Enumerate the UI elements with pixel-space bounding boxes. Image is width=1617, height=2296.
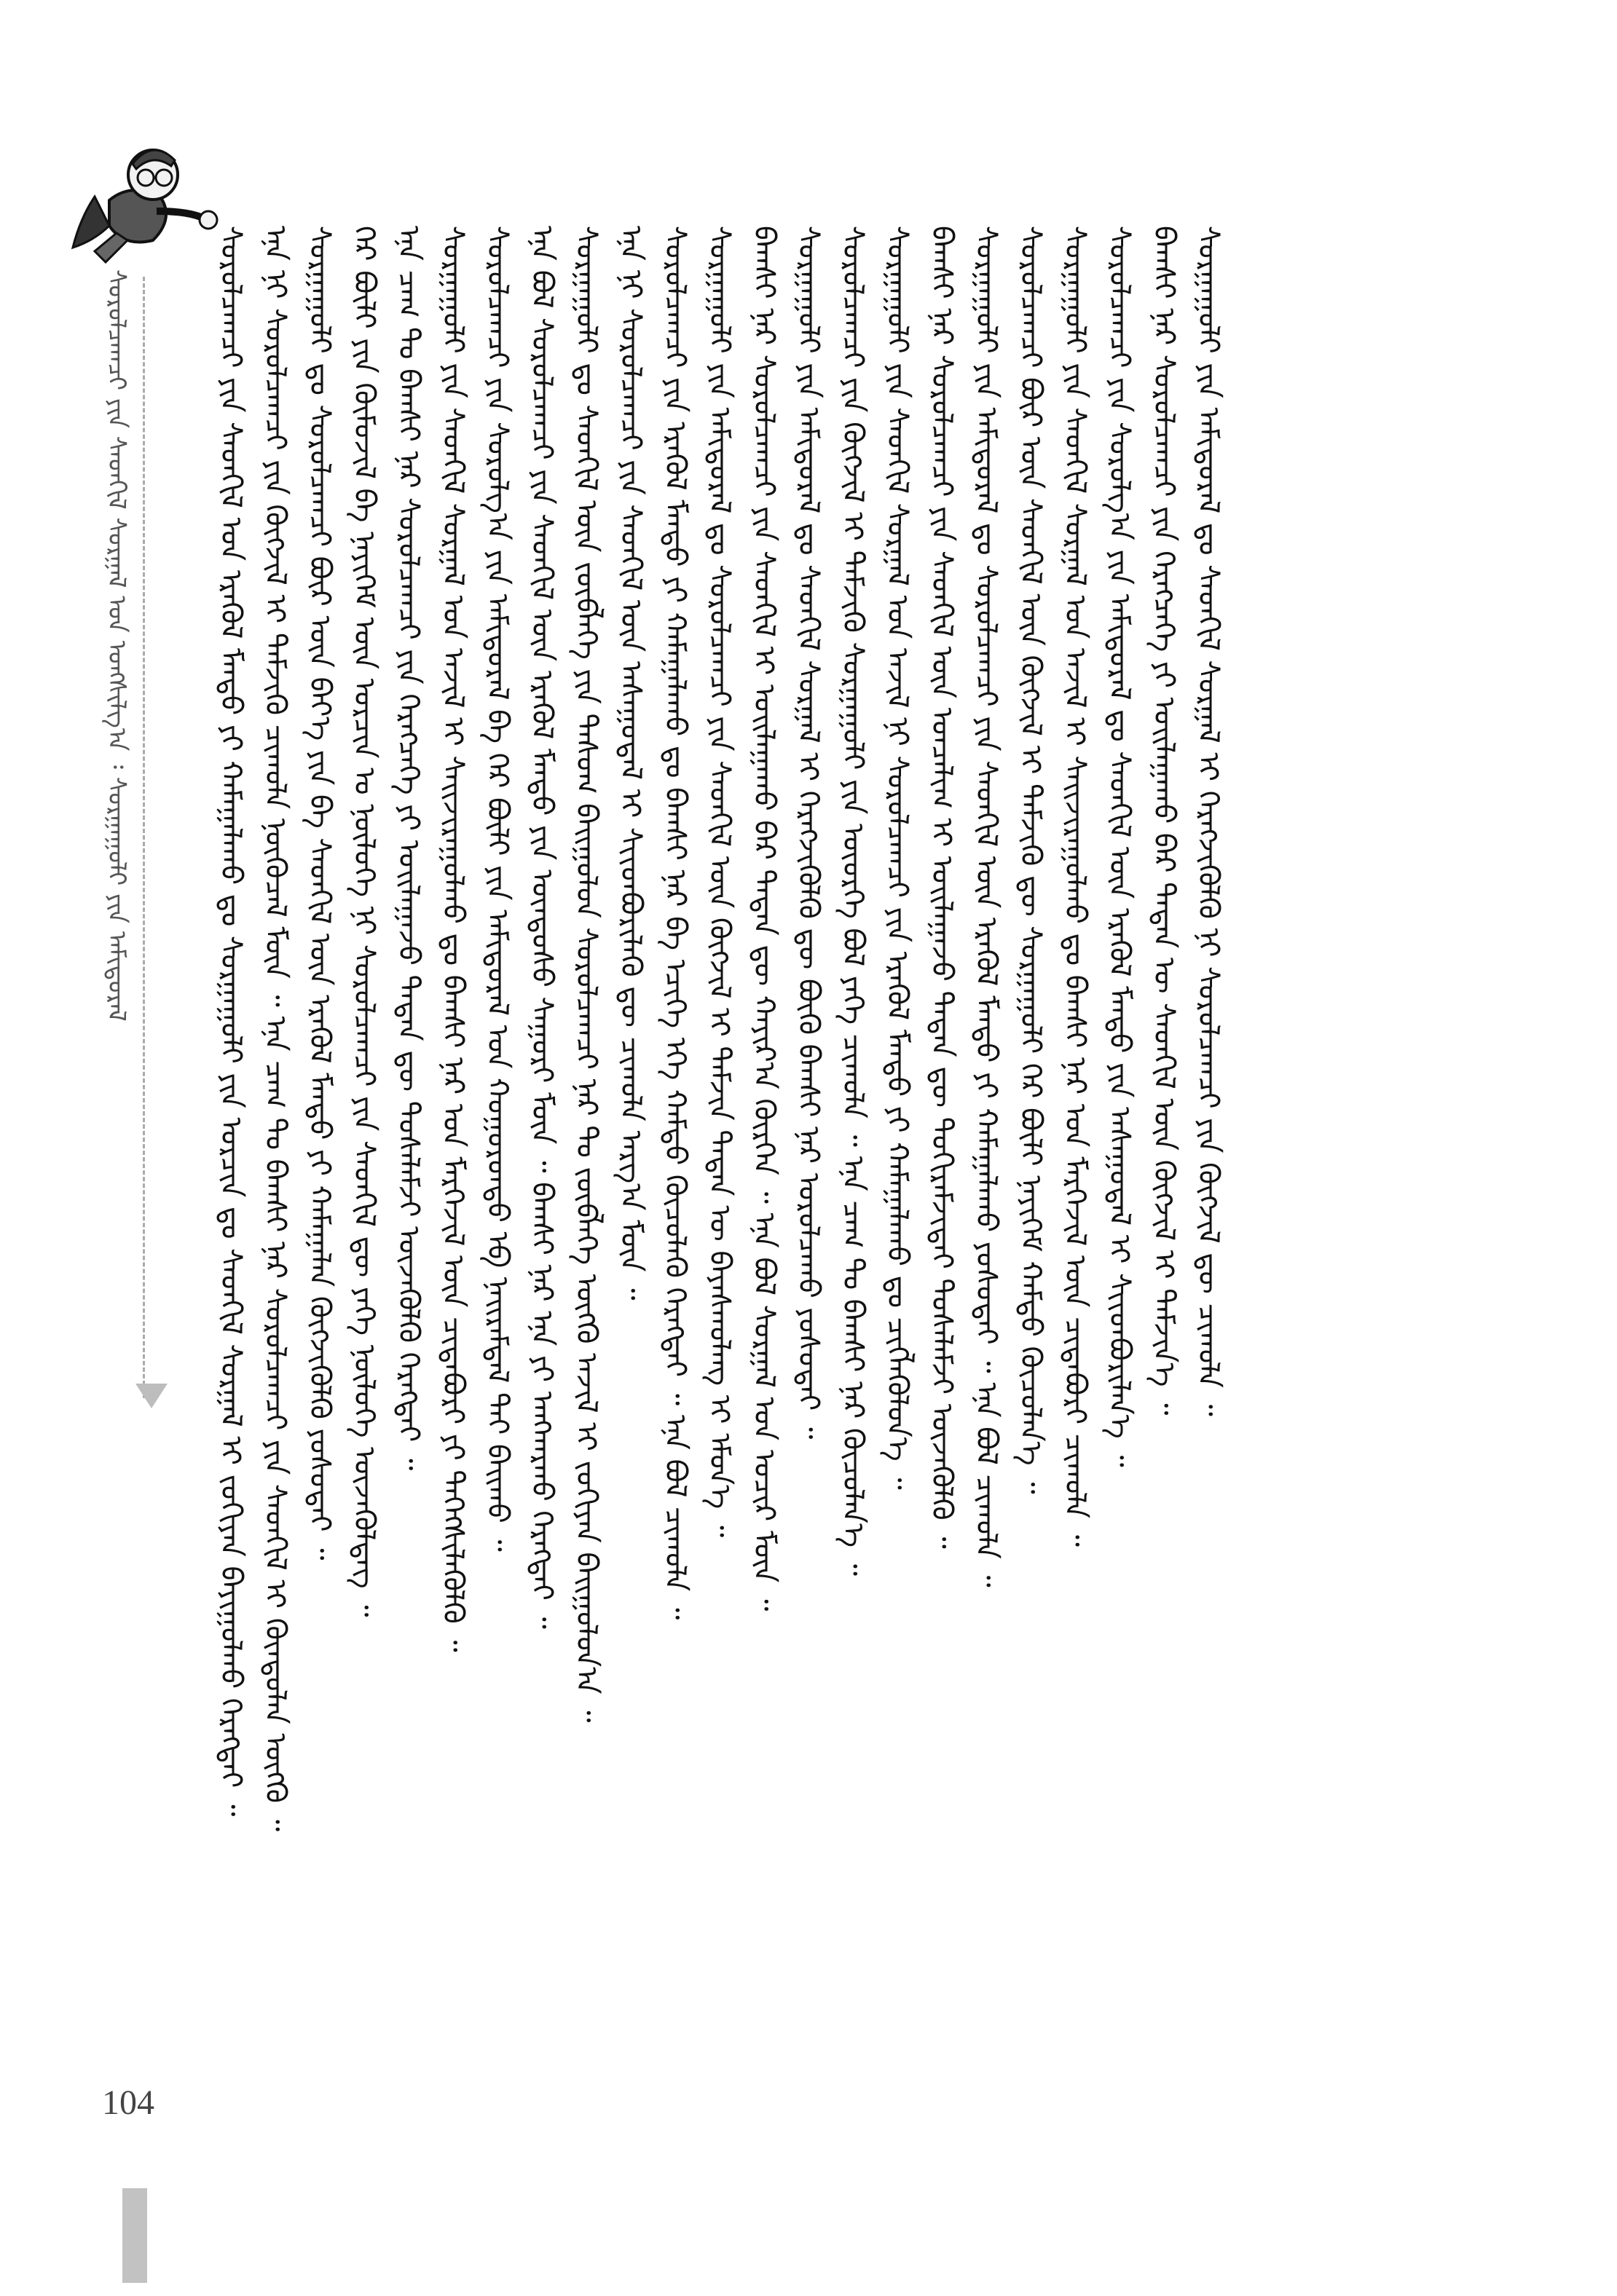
text-column: ᠰᠤᠷᠭᠠᠭᠤᠯᠢ ᠶᠢᠨ ᠠᠮᠢᠳᠤᠷᠠᠯ ᠳᠤ ᠰᠤᠷᠤᠯᠴᠠᠭᠴᠢ ᠶᠢᠨ ᠰᠡᠳᠬᠢᠯ ᠦᠨ ᠡᠷᠡᠭᠦᠯ ᠮᠡᠨᠳᠦ ᠶᠢ ᠬᠠᠮᠠᠭᠠᠯᠠᠬᠤ ᠶᠣᠰᠣᠲᠠᠢ ᠃ ᠡᠨᠡ ᠪᠣᠯ ᠴᠢᠬᠤᠯᠠ ᠃ [969, 226, 1003, 1587]
text-column: ᠰᠤᠷᠤᠯᠴᠠᠭᠴᠢ ᠶᠢᠨ ᠬᠥᠭᠵᠢᠯ ᠢ ᠳᠡᠮᠵᠢᠬᠦ ᠰᠤᠷᠭᠠᠭᠤᠯᠢ ᠶᠢᠨ ᠦᠦᠷᠭᠡ ᠪᠣᠯ ᠶᠡᠬᠡ ᠴᠢᠬᠤᠯᠠ ᠃ ᠡᠨᠡ ᠴᠠᠭ ᠲᠤ ᠪᠠᠭᠰᠢ ᠨᠠᠷ ᠬᠦᠴᠦᠯᠡᠨ᠎ᠡ ᠃ [836, 226, 870, 1577]
page-edge-bar [122, 2188, 147, 2283]
text-column: ᠡᠨᠡ ᠴᠠᠭ ᠲᠤ ᠪᠠᠭᠰᠢ ᠨᠠᠷ ᠰᠤᠷᠤᠯᠴᠠᠭᠴᠢ ᠶᠢᠨ ᠬᠡᠷᠡᠭᠴᠡᠭᠡ ᠶᠢ ᠣᠢᠯᠠᠭᠠᠵᠤ ᠲᠡᠳᠡᠨ ᠳᠦ ᠲᠤᠰᠠᠯᠠᠮᠵᠢ ᠦᠵᠡᠭᠦᠯᠬᠦ ᠬᠡᠷᠡᠭᠲᠡᠢ ᠃ [392, 226, 425, 1471]
page-number: 104 [102, 2083, 154, 2122]
text-column: ᠰᠤᠷᠭᠠᠭᠤᠯᠢ ᠶᠢᠨ ᠰᠡᠳᠬᠢᠯ ᠰᠤᠷᠭᠠᠯ ᠤᠨ ᠠᠵᠢᠯ ᠢ ᠰᠠᠢᠵᠢᠷᠠᠭᠤᠯᠬᠤ ᠳᠤ ᠪᠠᠭᠰᠢ ᠨᠠᠷ ᠤᠨ ᠮᠡᠷᠭᠡᠵᠢᠯ ᠦᠨ ᠴᠢᠳᠠᠪᠤᠷᠢ ᠶᠢ ᠳᠡᠭᠡᠭᠰᠢᠯᠡᠭᠦᠯᠬᠦ ᠃ [436, 226, 470, 1652]
text-column: ᠰᠤᠷᠤᠯᠴᠠᠭᠴᠢ ᠶᠢᠨ ᠰᠤᠷᠤᠯᠭ᠎ᠠ ᠶᠢᠨ ᠠᠮᠢᠳᠤᠷᠠᠯ ᠪᠠ ᠭᠡᠷ ᠪᠦᠯᠢ ᠶᠢᠨ ᠠᠮᠢᠳᠤᠷᠠᠯ ᠤᠨ ᠬᠣᠭᠣᠷᠤᠨᠳᠤ ᠡᠪ ᠨᠠᠢᠷᠠᠮᠳᠠᠯ ᠲᠠᠢ ᠪᠠᠢᠬᠤ ᠃ [481, 226, 514, 1552]
text-column: ᠰᠤᠷᠤᠯᠴᠠᠭᠴᠢ ᠶᠢᠨ ᠡᠷᠡᠭᠦᠯ ᠮᠡᠨᠳᠦ ᠶᠢ ᠬᠠᠮᠠᠭᠠᠯᠠᠬᠤ ᠳᠤ ᠪᠠᠭᠰᠢ ᠨᠠᠷ ᠪᠠ ᠡᠴᠢᠭᠡ ᠡᠬᠡ ᠬᠠᠮᠲᠤ ᠬᠦᠴᠦᠯᠡᠬᠦ ᠬᠡᠷᠡᠭᠲᠡᠢ ᠃ ᠡᠨᠡ ᠪᠣᠯ ᠴᠢᠬᠤᠯᠠ ᠃ [658, 226, 692, 1620]
text-column: ᠪᠠᠭᠰᠢ ᠨᠠᠷ ᠰᠤᠷᠤᠯᠴᠠᠭᠴᠢ ᠶᠢᠨ ᠰᠡᠳᠬᠢᠯ ᠢ ᠣᠢᠯᠠᠭᠠᠬᠤ ᠪᠠᠷ ᠲᠡᠳᠡᠨ ᠳᠦ ᠬᠠᠶᠢᠷ᠎ᠠ ᠬᠦᠷᠭᠡᠨ ᠃ ᠡᠨᠡ ᠪᠣᠯ ᠰᠤᠷᠭᠠᠯ ᠤᠨ ᠤᠴᠢᠷ ᠮᠥᠨ ᠃ [747, 226, 781, 1611]
body-text-block [214, 226, 1333, 2046]
text-column: ᠰᠤᠷᠭᠠᠭᠤᠯᠢ ᠶᠢᠨ ᠠᠮᠢᠳᠤᠷᠠᠯ ᠳᠤ ᠰᠡᠳᠬᠢᠯ ᠰᠤᠷᠭᠠᠯ ᠢ ᠬᠡᠷᠡᠭᠵᠢᠭᠦᠯᠬᠦ ᠨᠢ ᠰᠤᠷᠤᠯᠴᠠᠭᠴᠢ ᠶᠢᠨ ᠬᠥᠭᠵᠢᠯ ᠳᠦ ᠴᠢᠬᠤᠯᠠ ᠃ [1192, 226, 1225, 1416]
text-column: ᠰᠤᠷᠤᠯᠴᠠᠭᠴᠢ ᠶᠢᠨ ᠰᠡᠳᠬᠢᠯ ᠤᠨ ᠡᠷᠡᠭᠦᠯ ᠮᠡᠨᠳᠦ ᠶᠢ ᠬᠠᠮᠠᠭᠠᠯᠠᠬᠤ ᠳᠤ ᠰᠤᠷᠭᠠᠭᠤᠯᠢ ᠶᠢᠨ ᠤᠷᠴᠢᠨ ᠳᠤ ᠰᠡᠳᠬᠢᠯ ᠰᠤᠷᠭᠠᠯ ᠢ ᠵᠣᠬᠢᠶᠠᠨ ᠪᠠᠶᠢᠭᠤᠯᠬᠤ ᠬᠡᠷᠡᠭᠲᠡᠢ ᠃ [214, 226, 248, 1817]
text-column: ᠰᠤᠷᠤᠯᠴᠠᠭᠴᠢ ᠶᠢᠨ ᠰᠤᠷᠤᠯᠭ᠎ᠠ ᠶᠢᠨ ᠠᠮᠢᠳᠤᠷᠠᠯ ᠳᠤ ᠰᠡᠳᠬᠢᠯ ᠦᠨ ᠡᠷᠡᠭᠦᠯ ᠮᠡᠨᠳᠦ ᠶᠢᠨ ᠠᠰᠠᠭᠤᠳᠠᠯ ᠢ ᠰᠢᠢᠳᠪᠦᠷᠢᠯᠡᠨ᠎ᠡ ᠃ [1103, 226, 1136, 1467]
text-column: ᠰᠤᠷᠭᠠᠭᠤᠯᠢ ᠶᠢᠨ ᠠᠮᠢᠳᠤᠷᠠᠯ ᠳᠤ ᠰᠡᠳᠬᠢᠯ ᠰᠤᠷᠭᠠᠯ ᠢ ᠬᠡᠷᠡᠭᠵᠢᠭᠦᠯᠬᠦ ᠳᠦ ᠪᠦᠬᠦ ᠪᠠᠭᠰᠢ ᠨᠠᠷ ᠣᠷᠣᠯᠴᠠᠬᠤ ᠶᠣᠰᠣᠲᠠᠢ ᠃ [792, 226, 825, 1440]
triangle-marker-icon [135, 1384, 168, 1408]
header-dashed-rule [143, 277, 145, 1398]
text-column: ᠰᠤᠷᠭᠠᠭᠤᠯᠢ ᠶᠢᠨ ᠰᠡᠳᠬᠢᠯ ᠰᠤᠷᠭᠠᠯ ᠤᠨ ᠠᠵᠢᠯ ᠨᠢ ᠰᠤᠷᠤᠯᠴᠠᠭᠴᠢ ᠶᠢᠨ ᠡᠷᠡᠭᠦᠯ ᠮᠡᠨᠳᠦ ᠶᠢ ᠬᠠᠮᠠᠭᠠᠯᠠᠬᠤ ᠳᠤ ᠴᠢᠭᠯᠡᠭᠦᠯᠦᠨ᠎ᠡ ᠃ [881, 226, 914, 1490]
text-column: ᠪᠠᠭᠰᠢ ᠨᠠᠷ ᠰᠤᠷᠤᠯᠴᠠᠭᠴᠢ ᠶᠢᠨ ᠰᠡᠳᠬᠢᠯ ᠦᠨ ᠣᠨᠴᠠᠯᠢᠭ ᠢ ᠣᠢᠯᠠᠭᠠᠵᠤ ᠲᠡᠳᠡᠨ ᠳᠦ ᠲᠣᠬᠢᠷᠠᠮᠵᠢᠲᠠᠢ ᠲᠤᠰᠠᠯᠠᠮᠵᠢ ᠦᠵᠡᠭᠦᠯᠬᠦ ᠃ [925, 226, 959, 1549]
text-column: ᠡᠨᠡ ᠪᠣᠯ ᠰᠤᠷᠤᠯᠴᠠᠭᠴᠢ ᠶᠢᠨ ᠰᠡᠳᠬᠢᠯ ᠦᠨ ᠡᠷᠡᠭᠦᠯ ᠮᠡᠨᠳᠦ ᠶᠢᠨ ᠦᠨᠳᠦᠰᠦ ᠰᠠᠭᠤᠷᠢ ᠮᠥᠨ ᠃ ᠪᠠᠭᠰᠢ ᠨᠠᠷ ᠡᠨᠡ ᠶᠢ ᠠᠩᠬᠠᠷᠬᠤ ᠬᠡᠷᠡᠭᠲᠡᠢ ᠃ [525, 226, 559, 1629]
text-column: ᠰᠤᠷᠭᠠᠭᠤᠯᠢ ᠳᠤ ᠰᠡᠳᠬᠢᠯ ᠦᠨ ᠵᠥᠪᠯᠡᠭᠡ ᠶᠢᠨ ᠲᠠᠰᠤᠭ ᠪᠠᠢᠭᠤᠯᠤᠨ ᠰᠤᠷᠤᠯᠴᠠᠭᠴᠢ ᠨᠠᠷ ᠲᠤ ᠵᠥᠪᠯᠡᠭᠡ ᠥᠭᠬᠦ ᠠᠵᠢᠯ ᠢ ᠵᠣᠬᠢᠶᠠᠨ ᠪᠠᠢᠭᠤᠯᠤᠨ᠎ᠠ ᠃ [570, 226, 603, 1723]
text-column: ᠰᠤᠷᠭᠠᠭᠤᠯᠢ ᠶᠢᠨ ᠠᠮᠢᠳᠤᠷᠠᠯ ᠳᠤ ᠰᠤᠷᠤᠯᠴᠠᠭᠴᠢ ᠶᠢᠨ ᠰᠡᠳᠬᠢᠯ ᠦᠨ ᠬᠥᠭᠵᠢᠯ ᠢ ᠳᠡᠮᠵᠢᠨ ᠲᠡᠳᠡᠨ ᠦ ᠪᠠᠶᠠᠰᠬᠤᠯᠠᠩ ᠢ ᠡᠮᠦᠨ᠎ᠡ ᠃ [703, 226, 736, 1538]
text-column: ᠭᠡᠷ ᠪᠦᠯᠢ ᠶᠢᠨ ᠬᠦᠮᠦᠵᠢᠯ ᠪᠠ ᠨᠡᠶᠢᠭᠡᠮ ᠦᠨ ᠣᠷᠴᠢᠨ ᠤ ᠨᠥᠯᠥᠭᠡ ᠨᠢ ᠰᠤᠷᠤᠯᠴᠠᠭᠴᠢ ᠶᠢᠨ ᠰᠡᠳᠬᠢᠯ ᠳᠦ ᠶᠡᠬᠡ ᠨᠥᠯᠥᠭᠡ ᠦᠵᠡᠭᠦᠯᠳᠡᠭ ᠃ [347, 226, 381, 1617]
text-column: ᠡᠨᠡ ᠨᠢ ᠰᠤᠷᠤᠯᠴᠠᠭᠴᠢ ᠶᠢᠨ ᠰᠡᠳᠬᠢᠯ ᠦᠨ ᠠᠰᠠᠭᠤᠳᠠᠯ ᠢ ᠰᠢᠢᠳᠪᠦᠷᠢᠯᠡᠬᠦ ᠳᠦ ᠴᠢᠬᠤᠯᠠ ᠠᠷᠭ᠎ᠠ ᠮᠥᠨ ᠃ [614, 226, 648, 1301]
text-column: ᠰᠤᠷᠭᠠᠭᠤᠯᠢ ᠶᠢᠨ ᠰᠡᠳᠬᠢᠯ ᠰᠤᠷᠭᠠᠯ ᠤᠨ ᠠᠵᠢᠯ ᠢ ᠰᠠᠢᠵᠢᠷᠠᠭᠤᠯᠬᠤ ᠳᠤ ᠪᠠᠭᠰᠢ ᠨᠠᠷ ᠤᠨ ᠮᠡᠷᠭᠡᠵᠢᠯ ᠦᠨ ᠴᠢᠳᠠᠪᠤᠷᠢ ᠴᠢᠬᠤᠯᠠ ᠃ [1058, 226, 1092, 1547]
cartoon-mascot-illustration [66, 131, 226, 277]
text-column: ᠪᠠᠭᠰᠢ ᠨᠠᠷ ᠰᠤᠷᠤᠯᠴᠠᠭᠴᠢ ᠶᠢᠨ ᠬᠡᠷᠡᠭᠴᠡᠭᠡ ᠶᠢ ᠣᠢᠯᠠᠭᠠᠬᠤ ᠪᠠᠷ ᠲᠡᠳᠡᠨ ᠦ ᠰᠡᠳᠬᠢᠯ ᠦᠨ ᠬᠥᠭᠵᠢᠯ ᠢ ᠳᠡᠮᠵᠢᠨ᠎ᠡ ᠃ [1147, 226, 1181, 1416]
running-header: ᠰᠤᠷᠤᠯᠴᠠᠭᠴᠢ ᠶᠢᠨ ᠰᠡᠳᠬᠢᠯ ᠰᠤᠷᠭᠠᠯ ᠤᠨ ᠤᠩᠰᠢᠯᠭ᠎ᠠ ᠄ ᠰᠤᠷᠭᠠᠭᠤᠯᠢ ᠶᠢᠨ ᠠᠮᠢᠳᠤᠷᠠᠯ [102, 269, 131, 1022]
text-column: ᠰᠤᠷᠤᠯᠴᠠᠭᠴᠢ ᠪᠦᠷ ᠦᠨ ᠰᠡᠳᠬᠢᠯ ᠦᠨ ᠬᠥᠭᠵᠢᠯ ᠢ ᠳᠡᠮᠵᠢᠬᠦ ᠳᠦ ᠰᠤᠷᠭᠠᠭᠤᠯᠢ ᠭᠡᠷ ᠪᠦᠯᠢ ᠨᠡᠶᠢᠭᠡᠮ ᠬᠠᠮᠲᠤ ᠬᠦᠴᠦᠯᠡᠨ᠎ᠡ ᠃ [1014, 226, 1047, 1494]
text-column: ᠡᠨᠡ ᠨᠢ ᠰᠤᠷᠤᠯᠴᠠᠭᠴᠢ ᠶᠢᠨ ᠬᠥᠭᠵᠢᠯ ᠢ ᠳᠡᠮᠵᠢᠬᠦ ᠴᠢᠬᠤᠯᠠ ᠨᠥᠬᠦᠴᠡᠯ ᠮᠥᠨ ᠃ ᠡᠨᠡ ᠴᠠᠭ ᠲᠤ ᠪᠠᠭᠰᠢ ᠨᠠᠷ ᠰᠤᠷᠤᠯᠴᠠᠭᠴᠢ ᠶᠢᠨ ᠰᠡᠳᠬᠢᠯ ᠢ ᠬᠦᠨᠳᠦᠯᠡᠨ ᠥᠭᠬᠦ ᠃ [259, 226, 292, 1832]
text-column: ᠰᠤᠷᠭᠠᠭᠤᠯᠢ ᠳᠤ ᠰᠤᠷᠤᠯᠴᠠᠭᠴᠢ ᠪᠦᠷ ᠦᠨ ᠪᠡᠶ᠎ᠡ ᠶᠢᠨ ᠪᠠ ᠰᠡᠳᠬᠢᠯ ᠦᠨ ᠡᠷᠡᠭᠦᠯ ᠮᠡᠨᠳᠦ ᠶᠢ ᠬᠠᠮᠠᠭᠠᠯᠠᠨ ᠬᠥᠭᠵᠢᠭᠦᠯᠬᠦ ᠶᠣᠰᠣᠲᠠᠢ ᠃ [303, 226, 337, 1561]
